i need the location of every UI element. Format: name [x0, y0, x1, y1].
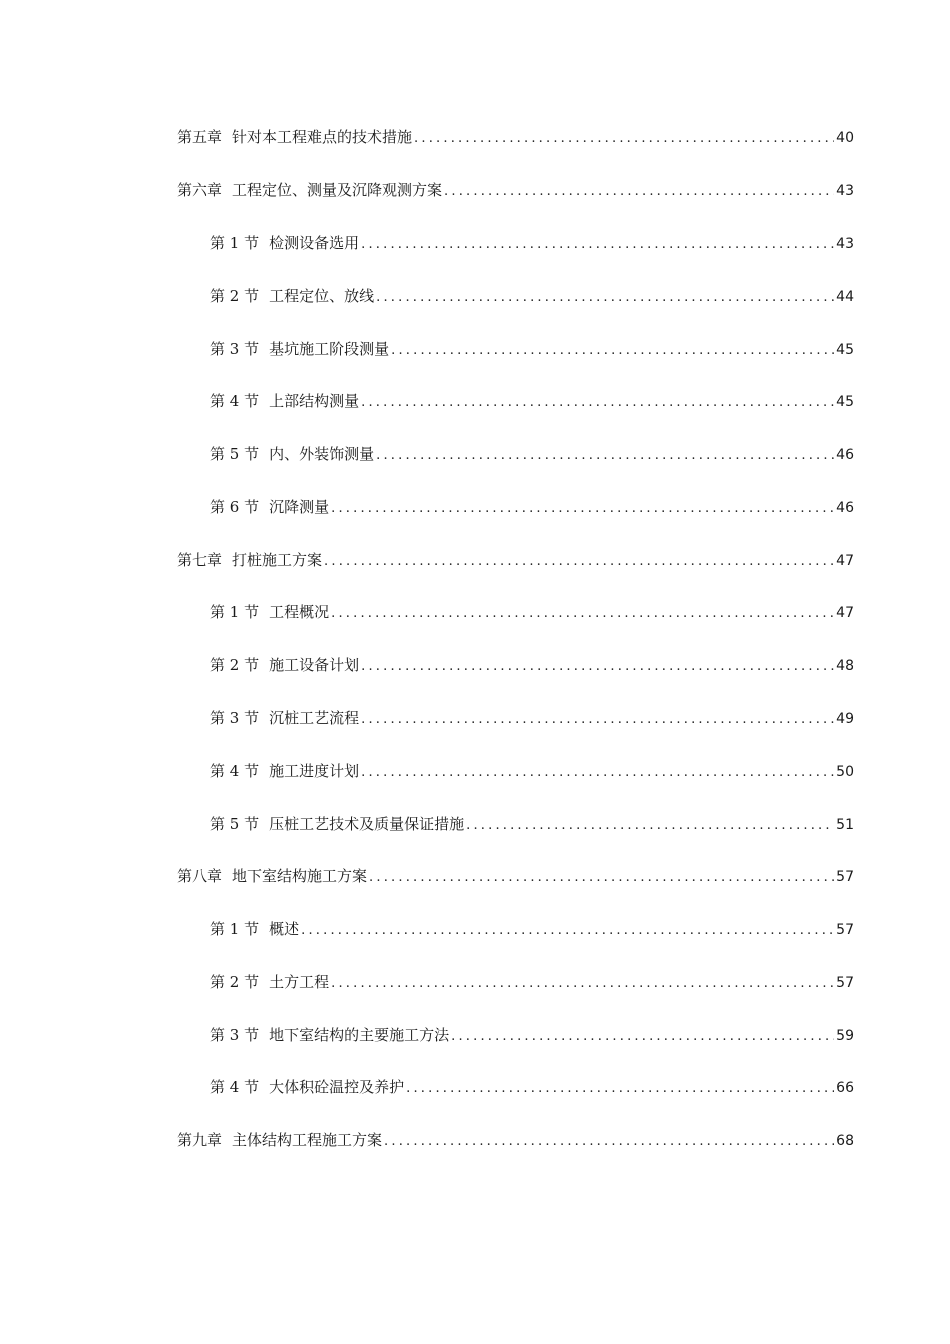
entry-title: 工程定位、测量及沉降观测方案 [232, 181, 443, 199]
entry-title: 大体积砼温控及养护 [269, 1078, 405, 1096]
entry-title: 概述 [269, 920, 300, 938]
entry-number: 第 5 节 [210, 815, 260, 833]
entry-title: 工程概况 [269, 603, 330, 621]
entry-page-number: 45 [836, 394, 854, 410]
entry-page-number: 68 [836, 1133, 854, 1149]
entry-number: 第 3 节 [210, 709, 260, 727]
dot-leader [361, 708, 834, 732]
toc-entry-section[interactable] [210, 1075, 854, 1099]
dot-leader [361, 761, 834, 785]
toc-entry-section[interactable] [210, 495, 854, 519]
toc-entry-section[interactable] [210, 970, 854, 994]
dot-leader [301, 919, 834, 943]
dot-leader [391, 339, 834, 363]
entry-page-number: 51 [836, 817, 854, 833]
entry-page-number: 57 [836, 975, 854, 991]
toc-entry-chapter-6[interactable] [177, 178, 854, 202]
dot-leader [466, 814, 834, 838]
entry-title: 内、外装饰测量 [269, 445, 375, 463]
dot-leader [331, 972, 834, 996]
entry-number: 第七章 [177, 551, 223, 569]
entry-number: 第八章 [177, 867, 223, 885]
toc-entry-section[interactable] [210, 337, 854, 361]
dot-leader [361, 655, 834, 679]
entry-title: 上部结构测量 [269, 392, 360, 410]
entry-title: 施工进度计划 [269, 762, 360, 780]
entry-title: 针对本工程难点的技术措施 [232, 128, 413, 146]
entry-title: 基坑施工阶段测量 [269, 340, 390, 358]
dot-leader [361, 233, 834, 257]
toc-entry-section[interactable] [210, 1023, 854, 1047]
entry-page-number: 57 [836, 869, 854, 885]
entry-page-number: 50 [836, 764, 854, 780]
entry-page-number: 40 [836, 130, 854, 146]
entry-page-number: 57 [836, 922, 854, 938]
dot-leader [444, 180, 834, 204]
entry-number: 第 1 节 [210, 603, 260, 621]
toc-entry-chapter-5[interactable] [177, 125, 854, 149]
entry-page-number: 48 [836, 658, 854, 674]
entry-title: 施工设备计划 [269, 656, 360, 674]
entry-page-number: 43 [836, 183, 854, 199]
dot-leader [376, 444, 834, 468]
entry-number: 第 2 节 [210, 287, 260, 305]
entry-page-number: 44 [836, 289, 854, 305]
entry-title: 打桩施工方案 [232, 551, 323, 569]
toc-entry-section[interactable] [210, 706, 854, 730]
entry-title: 工程定位、放线 [269, 287, 375, 305]
toc-entry-section[interactable] [210, 600, 854, 624]
toc-entry-section[interactable] [210, 653, 854, 677]
entry-page-number: 59 [836, 1028, 854, 1044]
toc-entry-chapter-9[interactable] [177, 1128, 854, 1152]
entry-title: 沉降测量 [269, 498, 330, 516]
entry-number: 第 3 节 [210, 1026, 260, 1044]
dot-leader [331, 602, 834, 626]
toc-entry-chapter-7[interactable] [177, 548, 854, 572]
dot-leader [331, 497, 834, 521]
entry-page-number: 47 [836, 553, 854, 569]
entry-title: 检测设备选用 [269, 234, 360, 252]
entry-number: 第 4 节 [210, 1078, 260, 1096]
entry-title: 地下室结构施工方案 [232, 867, 368, 885]
entry-number: 第 2 节 [210, 973, 260, 991]
entry-number: 第 3 节 [210, 340, 260, 358]
entry-page-number: 43 [836, 236, 854, 252]
dot-leader [384, 1130, 834, 1154]
entry-page-number: 49 [836, 711, 854, 727]
dot-leader [369, 866, 834, 890]
entry-page-number: 47 [836, 605, 854, 621]
dot-leader [361, 391, 834, 415]
toc-entry-section[interactable] [210, 389, 854, 413]
entry-title: 地下室结构的主要施工方法 [269, 1026, 450, 1044]
toc-entry-section[interactable] [210, 812, 854, 836]
entry-number: 第 1 节 [210, 920, 260, 938]
entry-number: 第九章 [177, 1131, 223, 1149]
entry-number: 第 4 节 [210, 392, 260, 410]
entry-title: 压桩工艺技术及质量保证措施 [269, 815, 465, 833]
toc-entry-section[interactable] [210, 231, 854, 255]
entry-title: 主体结构工程施工方案 [232, 1131, 383, 1149]
entry-title: 沉桩工艺流程 [269, 709, 360, 727]
entry-number: 第 6 节 [210, 498, 260, 516]
toc-entry-section[interactable] [210, 442, 854, 466]
dot-leader [376, 286, 834, 310]
entry-page-number: 45 [836, 342, 854, 358]
entry-number: 第 4 节 [210, 762, 260, 780]
dot-leader [451, 1025, 834, 1049]
dot-leader [324, 550, 834, 574]
toc-entry-chapter-8[interactable] [177, 864, 854, 888]
entry-title: 土方工程 [269, 973, 330, 991]
toc-entry-section[interactable] [210, 284, 854, 308]
entry-number: 第 1 节 [210, 234, 260, 252]
toc-entry-section[interactable] [210, 917, 854, 941]
entry-number: 第 5 节 [210, 445, 260, 463]
toc-entry-section[interactable] [210, 759, 854, 783]
entry-number: 第六章 [177, 181, 223, 199]
dot-leader [406, 1077, 834, 1101]
entry-number: 第五章 [177, 128, 223, 146]
entry-page-number: 46 [836, 500, 854, 516]
dot-leader [414, 127, 834, 151]
entry-page-number: 46 [836, 447, 854, 463]
entry-number: 第 2 节 [210, 656, 260, 674]
entry-page-number: 66 [836, 1080, 854, 1096]
